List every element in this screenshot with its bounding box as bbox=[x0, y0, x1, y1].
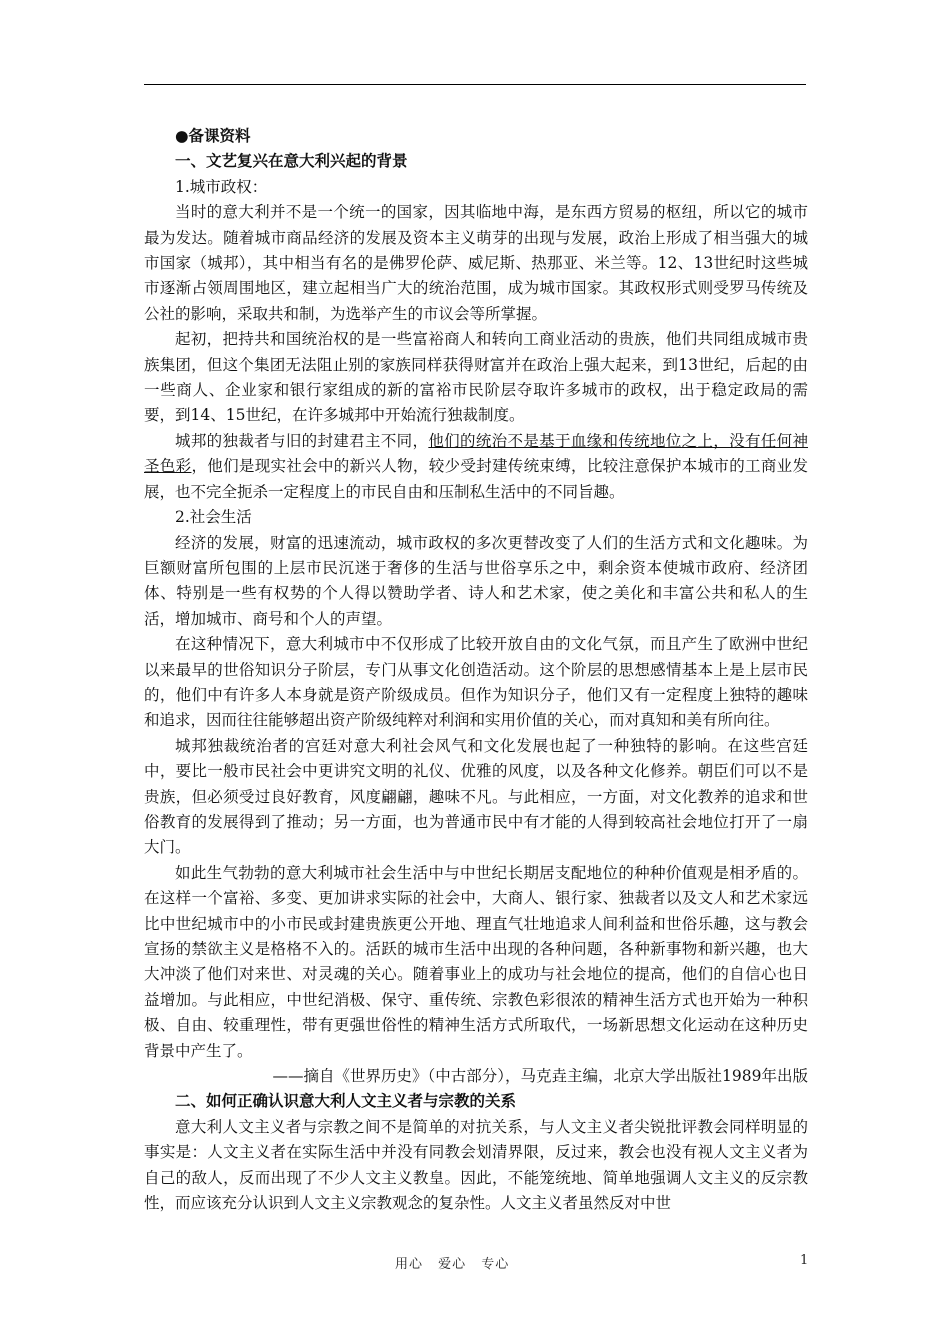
section-title: ●备课资料 bbox=[175, 127, 251, 145]
paragraph-5: 在这种情况下，意大利城市中不仅形成了比较开放自由的文化气氛，而且产生了欧洲中世纪以来最早的世俗知识分子阶层，专门从事文化创造活动。这个阶层的思想感情基本上是上层市民的，他们中有许多人本身就是资产阶级成员。但作为知识分子，他们又有一定程度上独特的趣味和追求，因而往往能够超出资产阶级纯粹对利润和实用价值的关心，而对真知和美有所向往。 bbox=[144, 635, 808, 730]
paragraph-3-start: 城邦的独裁者与旧的封建君主不同， bbox=[175, 431, 429, 450]
subheading-city-power: 1.城市政权： bbox=[175, 177, 268, 196]
paragraph-1: 当时的意大利并不是一个统一的国家，因其临地中海，是东西方贸易的枢纽，所以它的城市最为发达。随着城市商品经济的发展及资本主义萌芽的出现与发展，政治上形成了相当强大的城市国家（城邦），其中相当有名的是佛罗伦萨、威尼斯、热那亚、米兰等。12、13世纪时这些城市逐渐占领周围地区，建立起相当广大的统治范围，成为城市国家。其政权形式则受罗马传统及公社的影响，采取共和制，为选举产生的市议会等所掌握。 bbox=[144, 203, 808, 323]
paragraph-3 bbox=[144, 429, 808, 505]
paragraph-3-end: ，他们是现实社会中的新兴人物，较少受封建传统束缚，比较注意保护本城市的工商业发展，也不完全扼杀一定程度上的市民自由和压制私生活中的不同旨趣。 bbox=[144, 457, 808, 501]
paragraph-7: 如此生气勃勃的意大利城市社会生活中与中世纪长期居支配地位的种种价值观是相矛盾的。在这样一个富裕、多变、更加讲求实际的社会中，大商人、银行家、独裁者以及文人和艺术家远比中世纪城市中的小市民或封建贵族更公开地、理直气壮地追求人间利益和世俗乐趣，这与教会宣扬的禁欲主义是格格不入的。活跃的城市生活中出现的各种问题，各种新事物和新兴趣，也大大冲淡了他们对来世、对灵魂的关心。随着事业上的成功与社会地位的提高，他们的自信心也日益增加。与此相应，中世纪消极、保守、重传统、宗教色彩很浓的精神生活方式也开始为一种积极、自由、较重理性，带有更强世俗性的精神生活方式所取代，一场新思想文化运动在这种历史背景中产生了。 bbox=[144, 863, 808, 1060]
document-body bbox=[144, 124, 808, 1216]
heading-1: 一、文艺复兴在意大利兴起的背景 bbox=[175, 152, 408, 171]
header-rule bbox=[144, 84, 806, 85]
paragraph-4: 经济的发展，财富的迅速流动，城市政权的多次更替改变了人们的生活方式和文化趣味。为巨额财富所包围的上层市民沉迷于奢侈的生活与世俗享乐之中，剩余资本使城市政府、经济团体、特别是一些有权势的个人得以赞助学者、诗人和艺术家，使之美化和丰富公共和私人的生活，增加城市、商号和个人的声望。 bbox=[144, 533, 808, 628]
subheading-social-life: 2.社会生活 bbox=[175, 508, 252, 527]
footer-slogan: 用心 爱心 专心 bbox=[395, 1257, 510, 1272]
paragraph-8: 意大利人文主义者与宗教之间不是简单的对抗关系，与人文主义者尖锐批评教会同样明显的事实是：人文主义者在实际生活中并没有同教会划清界限，反过来，教会也没有视人文主义者为自己的敌人，反而出现了不少人文主义教皇。因此，不能笼统地、简单地强调人文主义的反宗教性，而应该充分认识到人文主义宗教观念的复杂性。人文主义者虽然反对中世 bbox=[144, 1117, 808, 1213]
citation: ——摘自《世界历史》（中古部分），马克垚主编，北京大学出版社1989年出版 bbox=[272, 1067, 808, 1086]
underlined-text: 他们的统治不是基于血缘和传统地位之上，没有任何神圣色彩 bbox=[144, 431, 808, 476]
paragraph-6: 城邦独裁统治者的宫廷对意大利社会风气和文化发展也起了一种独特的影响。在这些宫廷中，要比一般市民社会中更讲究文明的礼仪、优雅的风度，以及各种文化修养。朝臣们可以不是贵族，但必须受过良好教育，风度翩翩，趣味不凡。与此相应，一方面，对文化教养的追求和世俗教育的发展得到了推动；另一方面，也为普通市民中有才能的人得到较高社会地位打开了一扇大门。 bbox=[144, 736, 808, 857]
page-number: 1 bbox=[800, 1253, 809, 1268]
paragraph-2: 起初，把持共和国统治权的是一些富裕商人和转向工商业活动的贵族，他们共同组成城市贵族集团，但这个集团无法阻止别的家族同样获得财富并在政治上强大起来，到13世纪，后起的由一些商人、企业家和银行家组成的新的富裕市民阶层夺取许多城市的政权，出于稳定政局的需要，到14、15世纪，在许多城邦中开始流行独裁制度。 bbox=[144, 330, 808, 425]
heading-2: 二、如何正确认识意大利人文主义者与宗教的关系 bbox=[175, 1092, 517, 1111]
